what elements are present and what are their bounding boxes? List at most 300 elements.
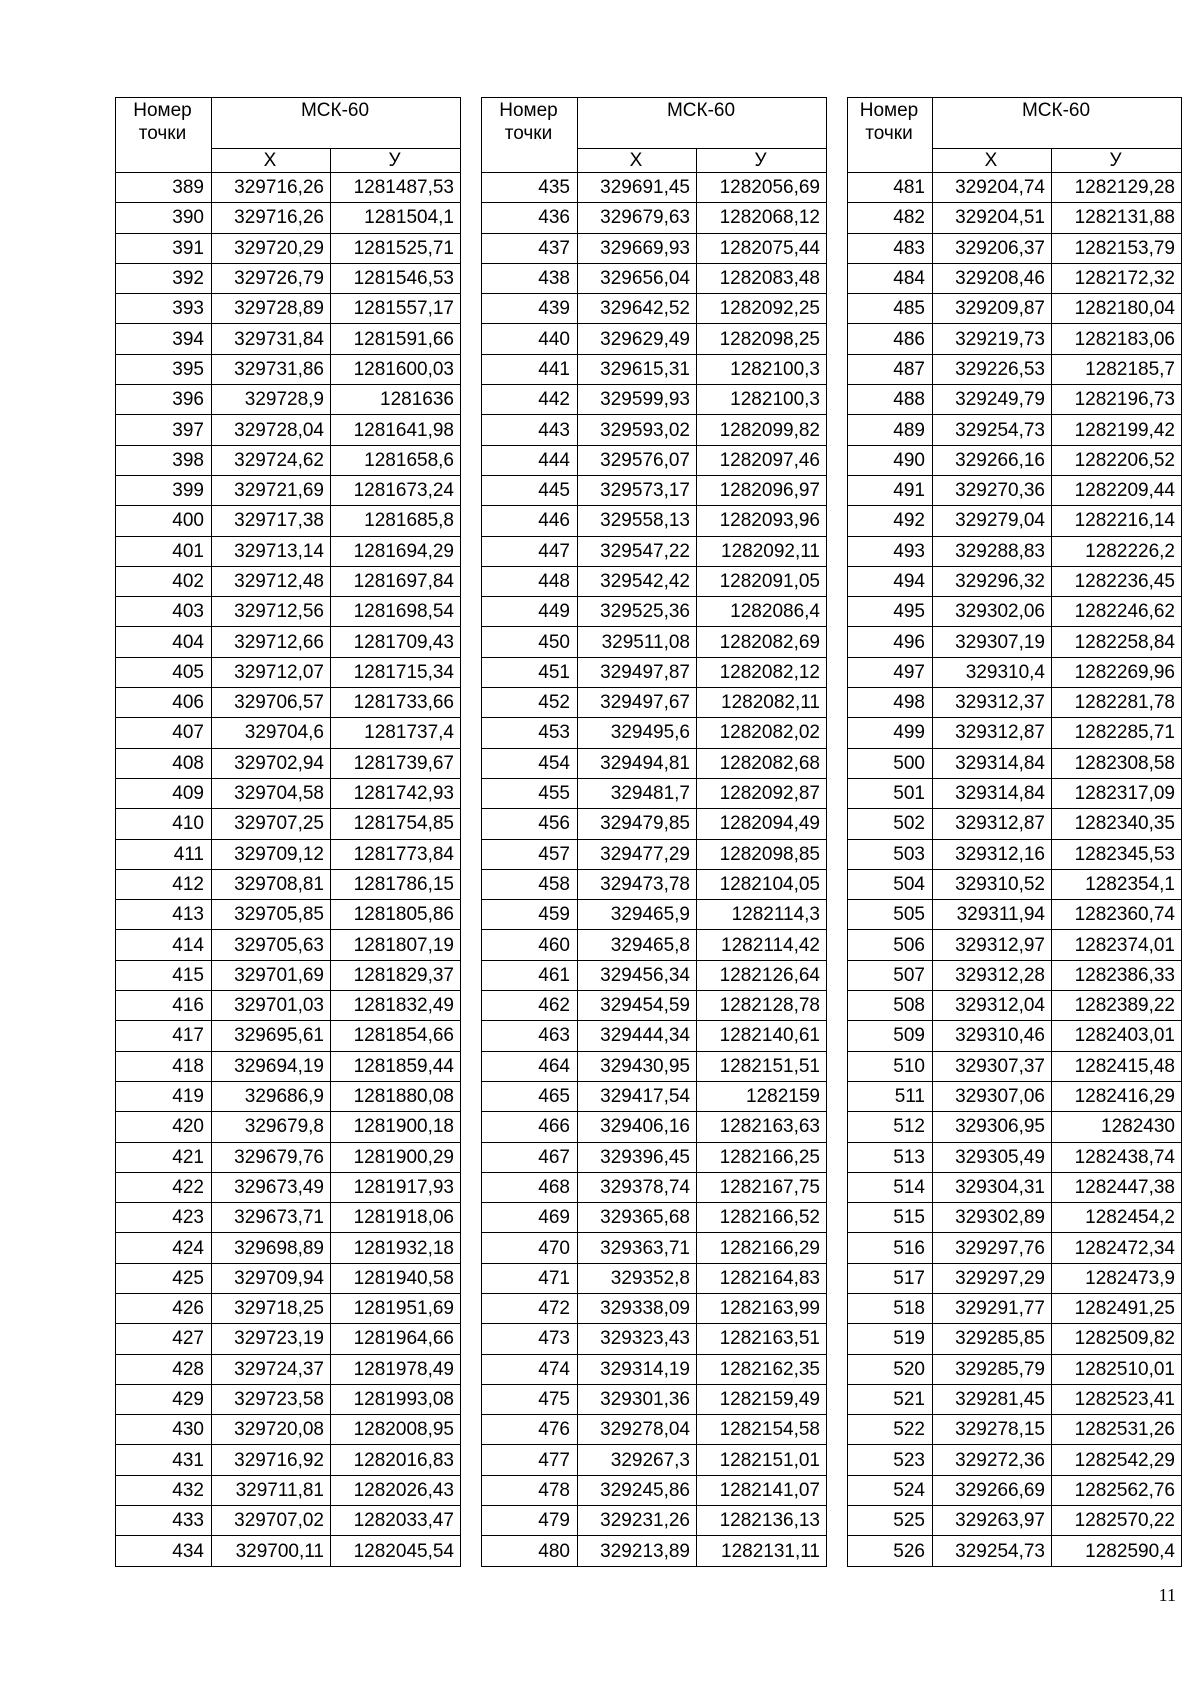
table-row — [482, 778, 827, 808]
table-row — [116, 1384, 461, 1414]
x-coordinate-cell: 329312,97 — [933, 930, 1052, 960]
point-number-cell: 442 — [482, 385, 578, 415]
x-coordinate-cell: 329679,63 — [578, 203, 697, 233]
point-number-cell: 403 — [116, 597, 212, 627]
table-row — [848, 1142, 1182, 1172]
table-row — [848, 809, 1182, 839]
x-coordinate-cell: 329204,51 — [933, 203, 1052, 233]
point-number-cell: 409 — [116, 778, 212, 808]
x-coordinate-cell: 329731,84 — [212, 324, 331, 354]
point-number-cell: 434 — [116, 1536, 212, 1566]
y-coordinate-cell: 1282082,68 — [697, 748, 827, 778]
table-row — [482, 930, 827, 960]
y-coordinate-cell: 1282374,01 — [1052, 930, 1182, 960]
point-number-cell: 394 — [116, 324, 212, 354]
table-row — [116, 294, 461, 324]
x-coordinate-cell: 329307,19 — [933, 627, 1052, 657]
y-coordinate-cell: 1282153,79 — [1052, 233, 1182, 263]
table-row — [116, 445, 461, 475]
point-number-cell: 392 — [116, 263, 212, 293]
point-number-cell: 460 — [482, 930, 578, 960]
x-coordinate-cell: 329707,02 — [212, 1506, 331, 1536]
x-coordinate-cell: 329254,73 — [933, 415, 1052, 445]
table-row — [116, 1021, 461, 1051]
x-coordinate-cell: 329430,95 — [578, 1051, 697, 1081]
y-coordinate-cell: 1282098,85 — [697, 839, 827, 869]
point-number-cell: 443 — [482, 415, 578, 445]
x-coordinate-cell: 329698,89 — [212, 1233, 331, 1263]
point-number-cell: 504 — [848, 869, 933, 899]
point-number-cell: 452 — [482, 688, 578, 718]
point-number-cell: 487 — [848, 354, 933, 384]
y-coordinate-cell: 1281733,66 — [331, 688, 461, 718]
point-number-cell: 414 — [116, 930, 212, 960]
y-coordinate-cell: 1282542,29 — [1052, 1445, 1182, 1475]
x-coordinate-cell: 329704,58 — [212, 778, 331, 808]
y-coordinate-cell: 1282166,52 — [697, 1203, 827, 1233]
point-number-cell: 482 — [848, 203, 933, 233]
table-row — [116, 809, 461, 839]
x-coordinate-cell: 329724,62 — [212, 445, 331, 475]
table-row — [848, 718, 1182, 748]
x-coordinate-cell: 329272,36 — [933, 1445, 1052, 1475]
y-coordinate-cell: 1282083,48 — [697, 263, 827, 293]
point-number-cell: 451 — [482, 657, 578, 687]
y-coordinate-cell: 1281673,24 — [331, 475, 461, 505]
y-coordinate-cell: 1282258,84 — [1052, 627, 1182, 657]
y-coordinate-cell: 1282473,9 — [1052, 1263, 1182, 1293]
table-row — [116, 233, 461, 263]
point-number-cell: 424 — [116, 1233, 212, 1263]
table-row — [116, 597, 461, 627]
table-row — [116, 263, 461, 293]
table-row — [848, 385, 1182, 415]
y-coordinate-cell: 1281918,06 — [331, 1203, 461, 1233]
y-coordinate-cell: 1281978,49 — [331, 1354, 461, 1384]
y-coordinate-cell: 1282531,26 — [1052, 1415, 1182, 1445]
point-number-cell: 408 — [116, 748, 212, 778]
x-coordinate-cell: 329679,76 — [212, 1142, 331, 1172]
x-coordinate-cell: 329701,03 — [212, 991, 331, 1021]
point-number-cell: 390 — [116, 203, 212, 233]
x-coordinate-cell: 329266,69 — [933, 1475, 1052, 1505]
x-coordinate-cell: 329302,89 — [933, 1203, 1052, 1233]
x-coordinate-cell: 329481,7 — [578, 778, 697, 808]
x-coordinate-cell: 329700,11 — [212, 1536, 331, 1566]
x-coordinate-cell: 329495,6 — [578, 718, 697, 748]
point-number-cell: 396 — [116, 385, 212, 415]
x-coordinate-cell: 329656,04 — [578, 263, 697, 293]
table-row — [116, 536, 461, 566]
x-coordinate-cell: 329301,36 — [578, 1384, 697, 1414]
point-number-cell: 513 — [848, 1142, 933, 1172]
point-number-cell: 459 — [482, 900, 578, 930]
x-coordinate-cell: 329547,22 — [578, 536, 697, 566]
y-coordinate-cell: 1282246,62 — [1052, 597, 1182, 627]
x-coordinate-cell: 329497,67 — [578, 688, 697, 718]
table-row — [482, 1415, 827, 1445]
table-row — [848, 1112, 1182, 1142]
x-coordinate-cell: 329695,61 — [212, 1021, 331, 1051]
point-number-cell: 503 — [848, 839, 933, 869]
y-coordinate-cell: 1282163,99 — [697, 1293, 827, 1323]
x-coordinate-cell: 329465,8 — [578, 930, 697, 960]
y-coordinate-cell: 1281900,29 — [331, 1142, 461, 1172]
y-coordinate-cell: 1281807,19 — [331, 930, 461, 960]
point-number-cell: 461 — [482, 960, 578, 990]
x-coordinate-cell: 329593,02 — [578, 415, 697, 445]
point-number-cell: 458 — [482, 869, 578, 899]
x-column-header: Х — [933, 149, 1052, 173]
y-coordinate-cell: 1282164,83 — [697, 1263, 827, 1293]
y-coordinate-cell: 1281694,29 — [331, 536, 461, 566]
point-number-cell: 405 — [116, 657, 212, 687]
point-number-cell: 474 — [482, 1354, 578, 1384]
table-row — [482, 627, 827, 657]
y-coordinate-cell: 1282454,2 — [1052, 1203, 1182, 1233]
x-coordinate-cell: 329477,29 — [578, 839, 697, 869]
y-coordinate-cell: 1281880,08 — [331, 1081, 461, 1111]
table-row — [482, 718, 827, 748]
table-row — [116, 748, 461, 778]
x-coordinate-cell: 329281,45 — [933, 1384, 1052, 1414]
x-coordinate-cell: 329456,34 — [578, 960, 697, 990]
y-coordinate-cell: 1281658,6 — [331, 445, 461, 475]
y-coordinate-cell: 1282114,42 — [697, 930, 827, 960]
x-coordinate-cell: 329573,17 — [578, 475, 697, 505]
x-coordinate-cell: 329312,37 — [933, 688, 1052, 718]
point-number-cell: 476 — [482, 1415, 578, 1445]
table-row — [116, 385, 461, 415]
point-number-cell: 479 — [482, 1506, 578, 1536]
point-number-cell: 490 — [848, 445, 933, 475]
point-number-cell: 413 — [116, 900, 212, 930]
y-coordinate-cell: 1281487,53 — [331, 173, 461, 203]
table-row — [848, 445, 1182, 475]
point-number-cell: 422 — [116, 1172, 212, 1202]
y-coordinate-cell: 1282093,96 — [697, 506, 827, 536]
x-coordinate-cell: 329310,4 — [933, 657, 1052, 687]
x-coordinate-cell: 329713,14 — [212, 536, 331, 566]
point-number-cell: 407 — [116, 718, 212, 748]
table-row — [848, 415, 1182, 445]
x-coordinate-cell: 329709,94 — [212, 1263, 331, 1293]
point-number-cell: 493 — [848, 536, 933, 566]
point-number-cell: 393 — [116, 294, 212, 324]
x-coordinate-cell: 329728,9 — [212, 385, 331, 415]
point-number-cell: 506 — [848, 930, 933, 960]
table-row — [482, 1506, 827, 1536]
table-row — [848, 1172, 1182, 1202]
y-coordinate-cell: 1281737,4 — [331, 718, 461, 748]
point-number-cell: 421 — [116, 1142, 212, 1172]
x-coordinate-cell: 329278,04 — [578, 1415, 697, 1445]
x-coordinate-cell: 329704,6 — [212, 718, 331, 748]
y-coordinate-cell: 1282226,2 — [1052, 536, 1182, 566]
x-coordinate-cell: 329270,36 — [933, 475, 1052, 505]
table-row — [848, 1415, 1182, 1445]
point-number-cell: 401 — [116, 536, 212, 566]
y-coordinate-cell: 1282167,75 — [697, 1172, 827, 1202]
y-coordinate-cell: 1281504,1 — [331, 203, 461, 233]
point-number-cell: 525 — [848, 1506, 933, 1536]
x-coordinate-cell: 329679,8 — [212, 1112, 331, 1142]
x-coordinate-cell: 329314,84 — [933, 778, 1052, 808]
table-row — [116, 627, 461, 657]
x-coordinate-cell: 329712,07 — [212, 657, 331, 687]
table-row — [116, 930, 461, 960]
point-number-cell: 450 — [482, 627, 578, 657]
y-coordinate-cell: 1282308,58 — [1052, 748, 1182, 778]
y-coordinate-cell: 1282386,33 — [1052, 960, 1182, 990]
table-row — [116, 1415, 461, 1445]
point-number-cell: 423 — [116, 1203, 212, 1233]
table-row — [848, 475, 1182, 505]
table-row — [482, 809, 827, 839]
x-coordinate-cell: 329728,04 — [212, 415, 331, 445]
y-coordinate-cell: 1282140,61 — [697, 1021, 827, 1051]
point-number-header: Номер точки — [848, 98, 933, 173]
point-number-cell: 507 — [848, 960, 933, 990]
x-coordinate-cell: 329711,81 — [212, 1475, 331, 1505]
x-coordinate-cell: 329296,32 — [933, 566, 1052, 596]
y-coordinate-cell: 1281900,18 — [331, 1112, 461, 1142]
table-row — [482, 1445, 827, 1475]
y-coordinate-cell: 1282570,22 — [1052, 1506, 1182, 1536]
x-coordinate-cell: 329323,43 — [578, 1324, 697, 1354]
point-number-cell: 509 — [848, 1021, 933, 1051]
y-coordinate-cell: 1282403,01 — [1052, 1021, 1182, 1051]
y-coordinate-cell: 1282281,78 — [1052, 688, 1182, 718]
y-coordinate-cell: 1281964,66 — [331, 1324, 461, 1354]
x-coordinate-cell: 329310,46 — [933, 1021, 1052, 1051]
table-row — [848, 233, 1182, 263]
y-coordinate-cell: 1282114,3 — [697, 900, 827, 930]
point-number-cell: 398 — [116, 445, 212, 475]
point-number-cell: 501 — [848, 778, 933, 808]
x-coordinate-cell: 329702,94 — [212, 748, 331, 778]
x-coordinate-cell: 329709,12 — [212, 839, 331, 869]
x-coordinate-cell: 329599,93 — [578, 385, 697, 415]
point-number-cell: 410 — [116, 809, 212, 839]
point-number-cell: 457 — [482, 839, 578, 869]
point-number-cell: 489 — [848, 415, 933, 445]
y-coordinate-cell: 1281754,85 — [331, 809, 461, 839]
y-coordinate-cell: 1282129,28 — [1052, 173, 1182, 203]
x-coordinate-cell: 329721,69 — [212, 475, 331, 505]
y-coordinate-cell: 1281917,93 — [331, 1172, 461, 1202]
x-coordinate-cell: 329226,53 — [933, 354, 1052, 384]
point-number-cell: 502 — [848, 809, 933, 839]
y-coordinate-cell: 1282269,96 — [1052, 657, 1182, 687]
table-row — [848, 506, 1182, 536]
y-coordinate-cell: 1282523,41 — [1052, 1384, 1182, 1414]
table-row — [848, 778, 1182, 808]
x-coordinate-cell: 329338,09 — [578, 1293, 697, 1323]
y-coordinate-cell: 1282098,25 — [697, 324, 827, 354]
table-row — [482, 566, 827, 596]
y-coordinate-cell: 1282340,35 — [1052, 809, 1182, 839]
table-row — [848, 960, 1182, 990]
point-number-cell: 404 — [116, 627, 212, 657]
point-number-cell: 402 — [116, 566, 212, 596]
x-coordinate-cell: 329511,08 — [578, 627, 697, 657]
y-coordinate-cell: 1282389,22 — [1052, 991, 1182, 1021]
x-coordinate-cell: 329305,49 — [933, 1142, 1052, 1172]
point-number-cell: 512 — [848, 1112, 933, 1142]
table-row — [848, 1445, 1182, 1475]
table-row — [116, 900, 461, 930]
point-number-cell: 453 — [482, 718, 578, 748]
point-number-cell: 395 — [116, 354, 212, 384]
table-row — [848, 1051, 1182, 1081]
y-coordinate-cell: 1281697,84 — [331, 566, 461, 596]
y-coordinate-cell: 1282510,01 — [1052, 1354, 1182, 1384]
table-row — [116, 1263, 461, 1293]
table-row — [482, 1081, 827, 1111]
y-coordinate-cell: 1282199,42 — [1052, 415, 1182, 445]
table-row — [482, 869, 827, 899]
x-coordinate-cell: 329312,87 — [933, 718, 1052, 748]
y-coordinate-cell: 1282159,49 — [697, 1384, 827, 1414]
table-row — [848, 1233, 1182, 1263]
y-coordinate-cell: 1282094,49 — [697, 809, 827, 839]
x-coordinate-cell: 329673,49 — [212, 1172, 331, 1202]
point-number-cell: 431 — [116, 1445, 212, 1475]
point-number-cell: 521 — [848, 1384, 933, 1414]
x-coordinate-cell: 329728,89 — [212, 294, 331, 324]
point-number-cell: 448 — [482, 566, 578, 596]
x-coordinate-cell: 329278,15 — [933, 1415, 1052, 1445]
x-coordinate-cell: 329417,54 — [578, 1081, 697, 1111]
y-coordinate-cell: 1281636 — [331, 385, 461, 415]
table-row — [848, 688, 1182, 718]
x-coordinate-cell: 329724,37 — [212, 1354, 331, 1384]
point-number-cell: 454 — [482, 748, 578, 778]
point-number-cell: 511 — [848, 1081, 933, 1111]
y-coordinate-cell: 1282136,13 — [697, 1506, 827, 1536]
point-number-cell: 425 — [116, 1263, 212, 1293]
y-coordinate-cell: 1282438,74 — [1052, 1142, 1182, 1172]
x-coordinate-cell: 329254,73 — [933, 1536, 1052, 1566]
table-row — [482, 657, 827, 687]
y-coordinate-cell: 1282590,4 — [1052, 1536, 1182, 1566]
table-row — [482, 1475, 827, 1505]
y-coordinate-cell: 1282166,29 — [697, 1233, 827, 1263]
table-row — [116, 1475, 461, 1505]
point-number-cell: 508 — [848, 991, 933, 1021]
x-coordinate-cell: 329213,89 — [578, 1536, 697, 1566]
point-number-cell: 488 — [848, 385, 933, 415]
y-coordinate-cell: 1282056,69 — [697, 173, 827, 203]
point-number-cell: 439 — [482, 294, 578, 324]
table-row — [116, 960, 461, 990]
y-coordinate-cell: 1282126,64 — [697, 960, 827, 990]
point-number-cell: 516 — [848, 1233, 933, 1263]
x-coordinate-cell: 329378,74 — [578, 1172, 697, 1202]
table-row — [116, 1506, 461, 1536]
x-coordinate-cell: 329707,25 — [212, 809, 331, 839]
y-coordinate-cell: 1282216,14 — [1052, 506, 1182, 536]
point-number-cell: 472 — [482, 1293, 578, 1323]
table-row — [848, 203, 1182, 233]
y-coordinate-cell: 1282491,25 — [1052, 1293, 1182, 1323]
table-row — [848, 263, 1182, 293]
table-row — [848, 1263, 1182, 1293]
y-coordinate-cell: 1281805,86 — [331, 900, 461, 930]
point-number-cell: 436 — [482, 203, 578, 233]
table-row — [116, 1112, 461, 1142]
x-coordinate-cell: 329310,52 — [933, 869, 1052, 899]
y-coordinate-cell: 1281932,18 — [331, 1233, 461, 1263]
point-number-cell: 389 — [116, 173, 212, 203]
x-coordinate-cell: 329712,66 — [212, 627, 331, 657]
y-coordinate-cell: 1282163,51 — [697, 1324, 827, 1354]
x-coordinate-cell: 329712,48 — [212, 566, 331, 596]
y-column-header: У — [697, 149, 827, 173]
y-coordinate-cell: 1281829,37 — [331, 960, 461, 990]
table-row — [116, 1172, 461, 1202]
table-row — [116, 475, 461, 505]
coordinates-table-2 — [481, 97, 827, 1567]
point-number-cell: 420 — [116, 1112, 212, 1142]
table-row — [848, 900, 1182, 930]
y-coordinate-cell: 1282141,07 — [697, 1475, 827, 1505]
point-number-cell: 430 — [116, 1415, 212, 1445]
x-coordinate-cell: 329576,07 — [578, 445, 697, 475]
y-coordinate-cell: 1282082,12 — [697, 657, 827, 687]
point-number-cell: 495 — [848, 597, 933, 627]
table-row — [482, 263, 827, 293]
table-row — [482, 506, 827, 536]
y-coordinate-cell: 1282100,3 — [697, 354, 827, 384]
y-coordinate-cell: 1282206,52 — [1052, 445, 1182, 475]
table-row — [116, 839, 461, 869]
point-number-cell: 524 — [848, 1475, 933, 1505]
table-row — [116, 1142, 461, 1172]
y-coordinate-cell: 1282026,43 — [331, 1475, 461, 1505]
x-coordinate-cell: 329365,68 — [578, 1203, 697, 1233]
point-number-header: Номер точки — [116, 98, 212, 173]
point-number-cell: 484 — [848, 263, 933, 293]
point-number-cell: 526 — [848, 1536, 933, 1566]
table-row — [848, 930, 1182, 960]
y-coordinate-cell: 1281685,8 — [331, 506, 461, 536]
point-number-cell: 465 — [482, 1081, 578, 1111]
x-coordinate-cell: 329297,29 — [933, 1263, 1052, 1293]
table-row — [116, 1203, 461, 1233]
y-coordinate-cell: 1282209,44 — [1052, 475, 1182, 505]
table-row — [482, 1293, 827, 1323]
table-row — [848, 294, 1182, 324]
table-row — [116, 1293, 461, 1323]
x-coordinate-cell: 329454,59 — [578, 991, 697, 1021]
point-number-cell: 432 — [116, 1475, 212, 1505]
point-number-cell: 492 — [848, 506, 933, 536]
y-coordinate-cell: 1282092,25 — [697, 294, 827, 324]
x-coordinate-cell: 329312,28 — [933, 960, 1052, 990]
x-coordinate-cell: 329720,08 — [212, 1415, 331, 1445]
table-row — [482, 1172, 827, 1202]
y-coordinate-cell: 1282100,3 — [697, 385, 827, 415]
point-number-cell: 406 — [116, 688, 212, 718]
point-number-cell: 415 — [116, 960, 212, 990]
x-coordinate-cell: 329642,52 — [578, 294, 697, 324]
point-number-cell: 485 — [848, 294, 933, 324]
y-coordinate-cell: 1281715,34 — [331, 657, 461, 687]
point-number-cell: 480 — [482, 1536, 578, 1566]
y-coordinate-cell: 1281742,93 — [331, 778, 461, 808]
